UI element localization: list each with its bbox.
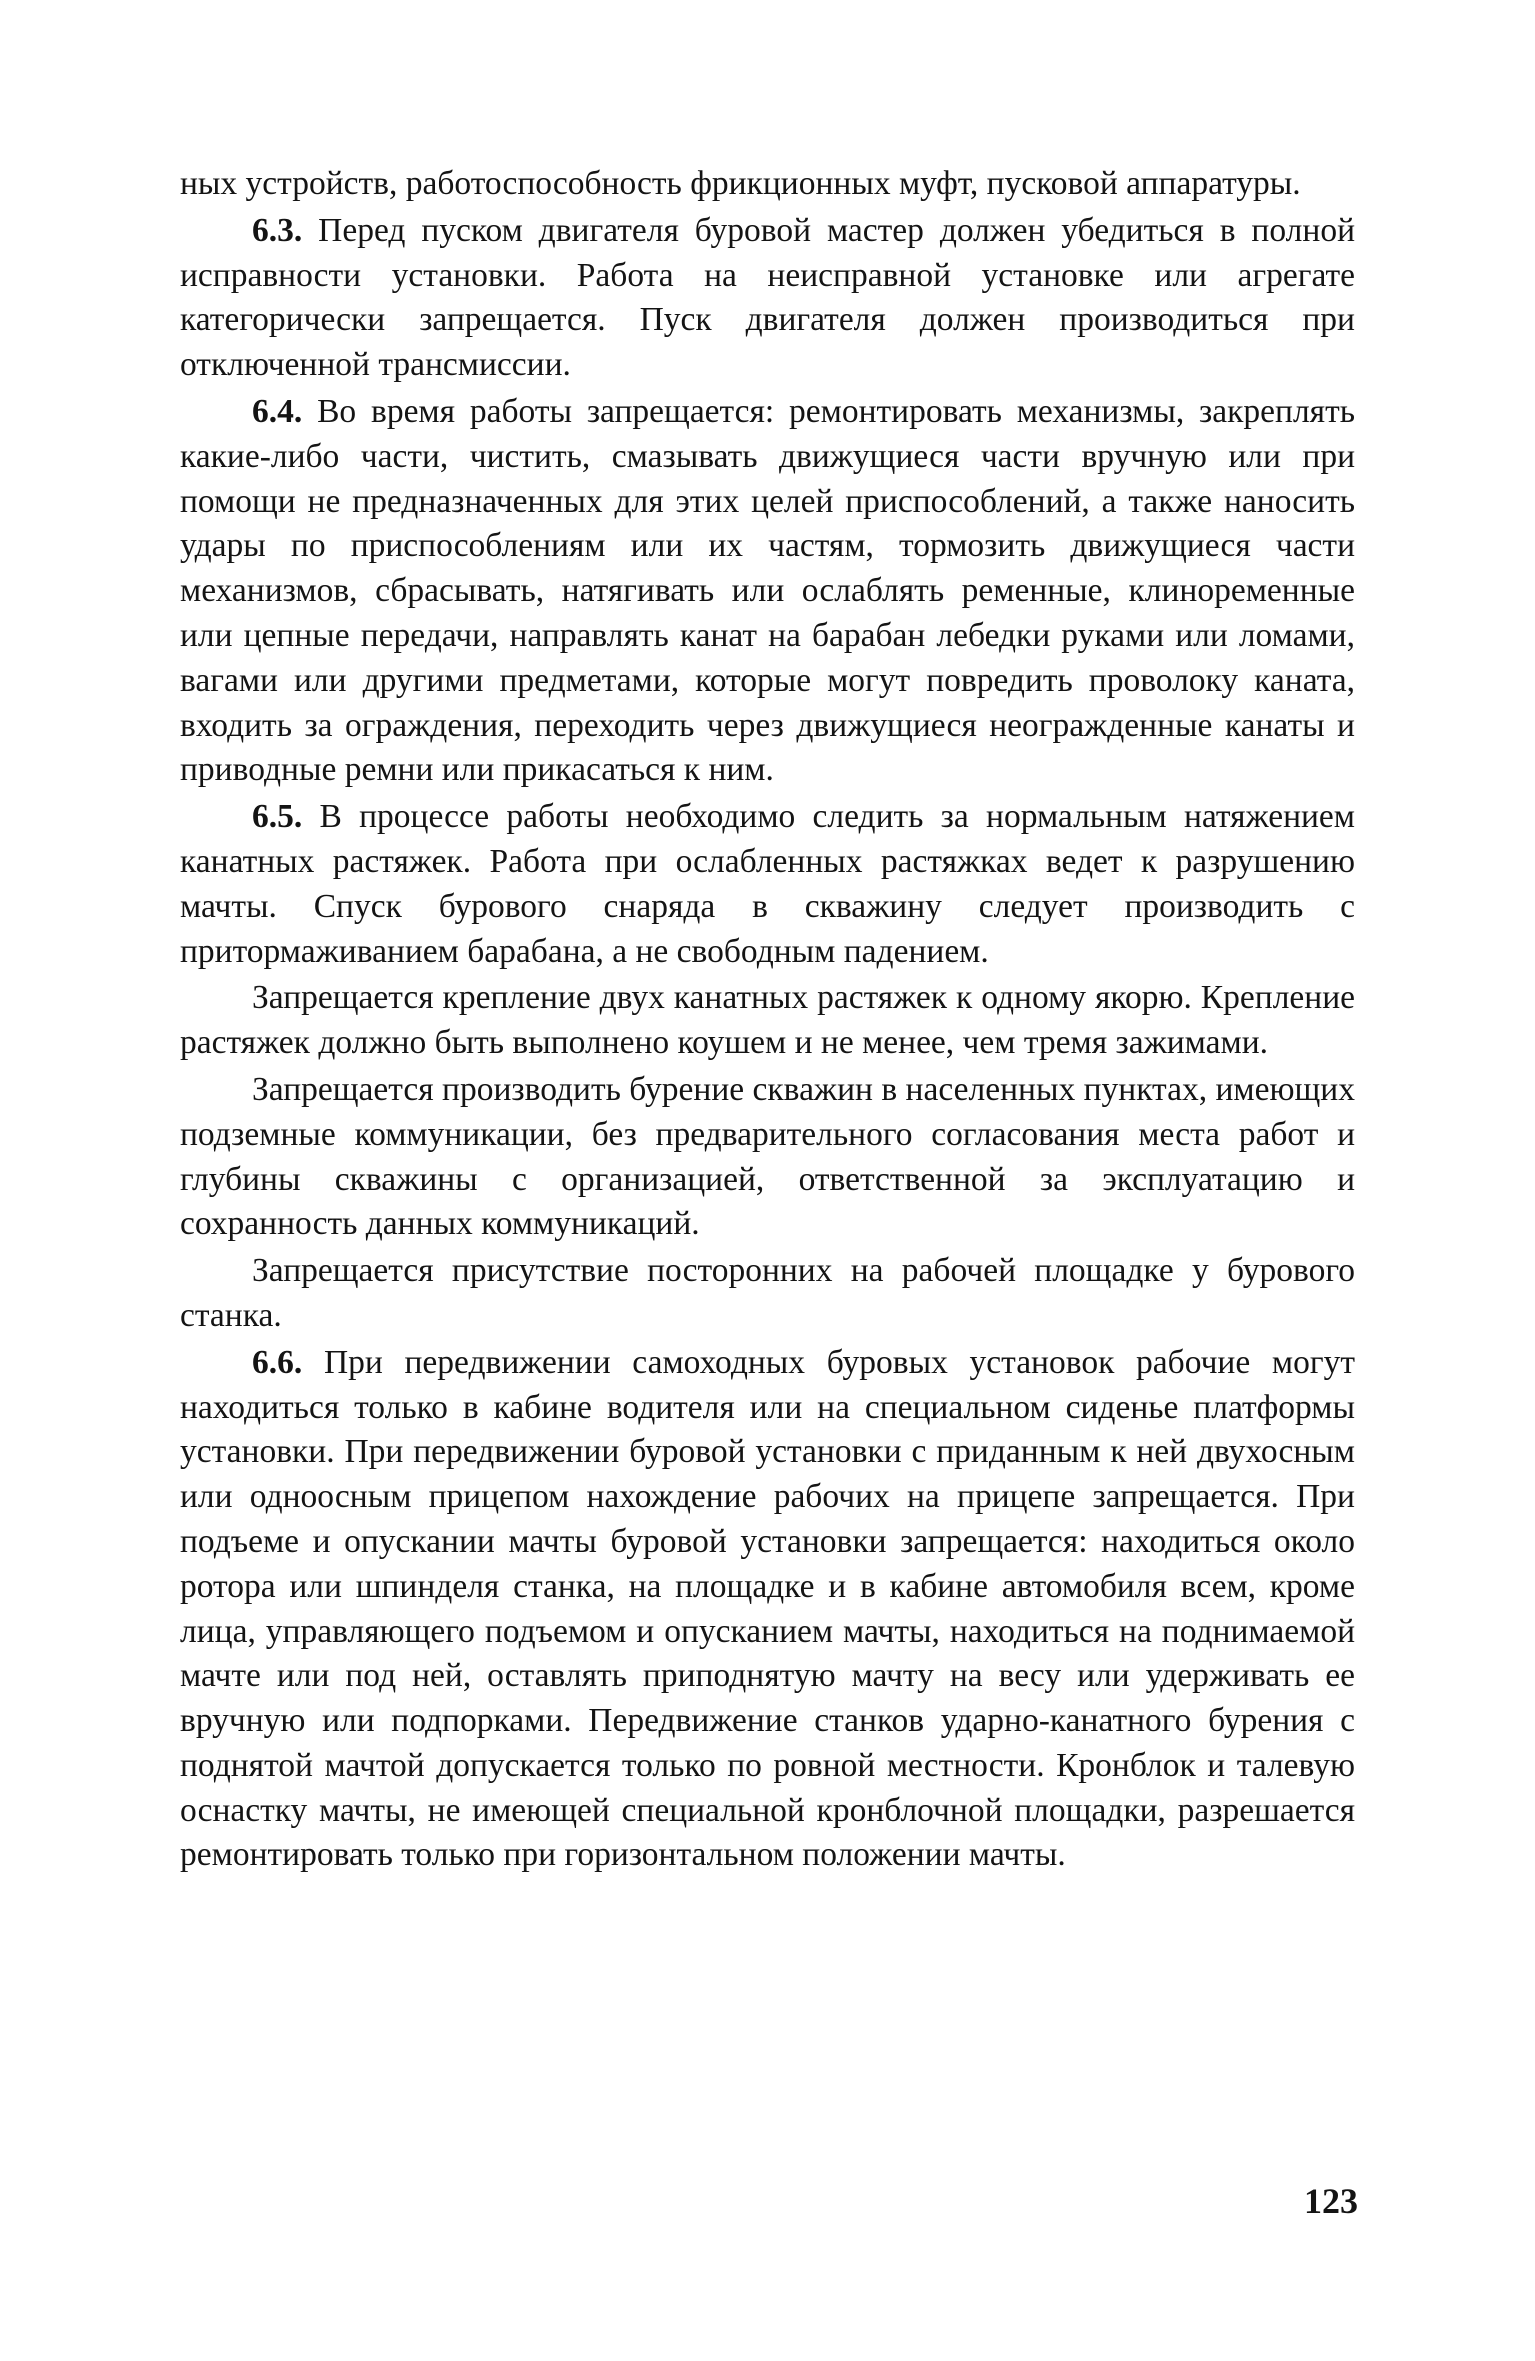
paragraph-text: Во время работы запрещается: ремонтировать механизмы, закреплять какие-либо части, чистить, смазывать движущиеся части вручную или при помощи не предназначенных для этих целей приспособлений, а также наносить удары по приспособлениям или их частям, тормозить движущиеся части механизмов, сбрасывать, натягивать или ослаблять ременные, клиноременные или цепные передачи, направлять канат на барабан лебедки руками или ломами, вагами или другими предметами, которые могут повредить проволоку каната, входить за ограждения, переходить через движущиеся неогражденные канаты и приводные ремни или прикасаться к ним. <box>180 392 1355 789</box>
paragraph-continuation <box>180 162 1355 207</box>
body-text <box>180 162 1355 1878</box>
paragraph-text: Запрещается производить бурение скважин в населенных пунктах, имеющих подземные коммуникации, без предварительного согласования места работ и глубины скважины с организацией, ответственной за эксплуатацию и сохранность данных коммуникаций. <box>180 1070 1355 1243</box>
paragraph-text: Запрещается присутствие посторонних на рабочей площадке у бурового станка. <box>180 1252 1355 1334</box>
paragraph-text: Запрещается крепление двух канатных растяжек к одному якорю. Крепление растяжек должно быть выполнено коушем и не менее, чем тремя зажимами. <box>180 979 1355 1062</box>
section-number: 6.5. <box>252 798 303 836</box>
paragraph-text: Перед пуском двигателя буровой мастер должен убедиться в полной исправности установки. Работа на неисправной установке или агрегате категорически запрещается. Пуск двигателя должен производиться при отключенной трансмиссии. <box>180 211 1355 384</box>
paragraph-6-6 <box>180 1341 1355 1879</box>
paragraph-6-5 <box>180 795 1355 974</box>
section-number: 6.6. <box>252 1343 303 1381</box>
paragraph-text: ных устройств, работоспособность фрикционных муфт, пусковой аппаратуры. <box>180 165 1301 202</box>
paragraph-outsiders <box>180 1249 1355 1339</box>
section-number: 6.4. <box>252 392 303 430</box>
paragraph-6-4 <box>180 390 1355 793</box>
paragraph-text: При передвижении самоходных буровых установок рабочие могут находиться только в кабине водителя или на специальном сиденье платформы установки. При передвижении буровой установки с приданным к ней двухосным или одноосным прицепом нахождение рабочих на прицепе запрещается. При подъеме и опускании мачты буровой установки запрещается: находиться около ротора или шпинделя станка, на площадке и в кабине автомобиля всем, кроме лица, управляющего подъемом и опусканием мачты, находиться на поднимаемой мачте или под ней, оставлять приподнятую мачту на весу или удерживать ее вручную или подпорками. Передвижение станков ударно-канатного бурения с поднятой мачтой допускается только по ровной местности. Кронблок и талевую оснастку мачты, не имеющей специальной кронблочной площадки, разрешается ремонтировать только при горизонтальном положении мачты. <box>180 1343 1355 1874</box>
section-number: 6.3. <box>252 211 303 249</box>
paragraph-text: В процессе работы необходимо следить за нормальным натяжением канатных растяжек. Работа при ослабленных растяжках ведет к разрушению мачты. Спуск бурового снаряда в скважину следует производить с притормаживанием барабана, а не свободным падением. <box>180 798 1355 970</box>
paragraph-6-3 <box>180 209 1355 388</box>
page-number: 123 <box>1304 2181 1358 2221</box>
paragraph-anchors <box>180 976 1355 1066</box>
paragraph-populated-areas <box>180 1068 1355 1247</box>
